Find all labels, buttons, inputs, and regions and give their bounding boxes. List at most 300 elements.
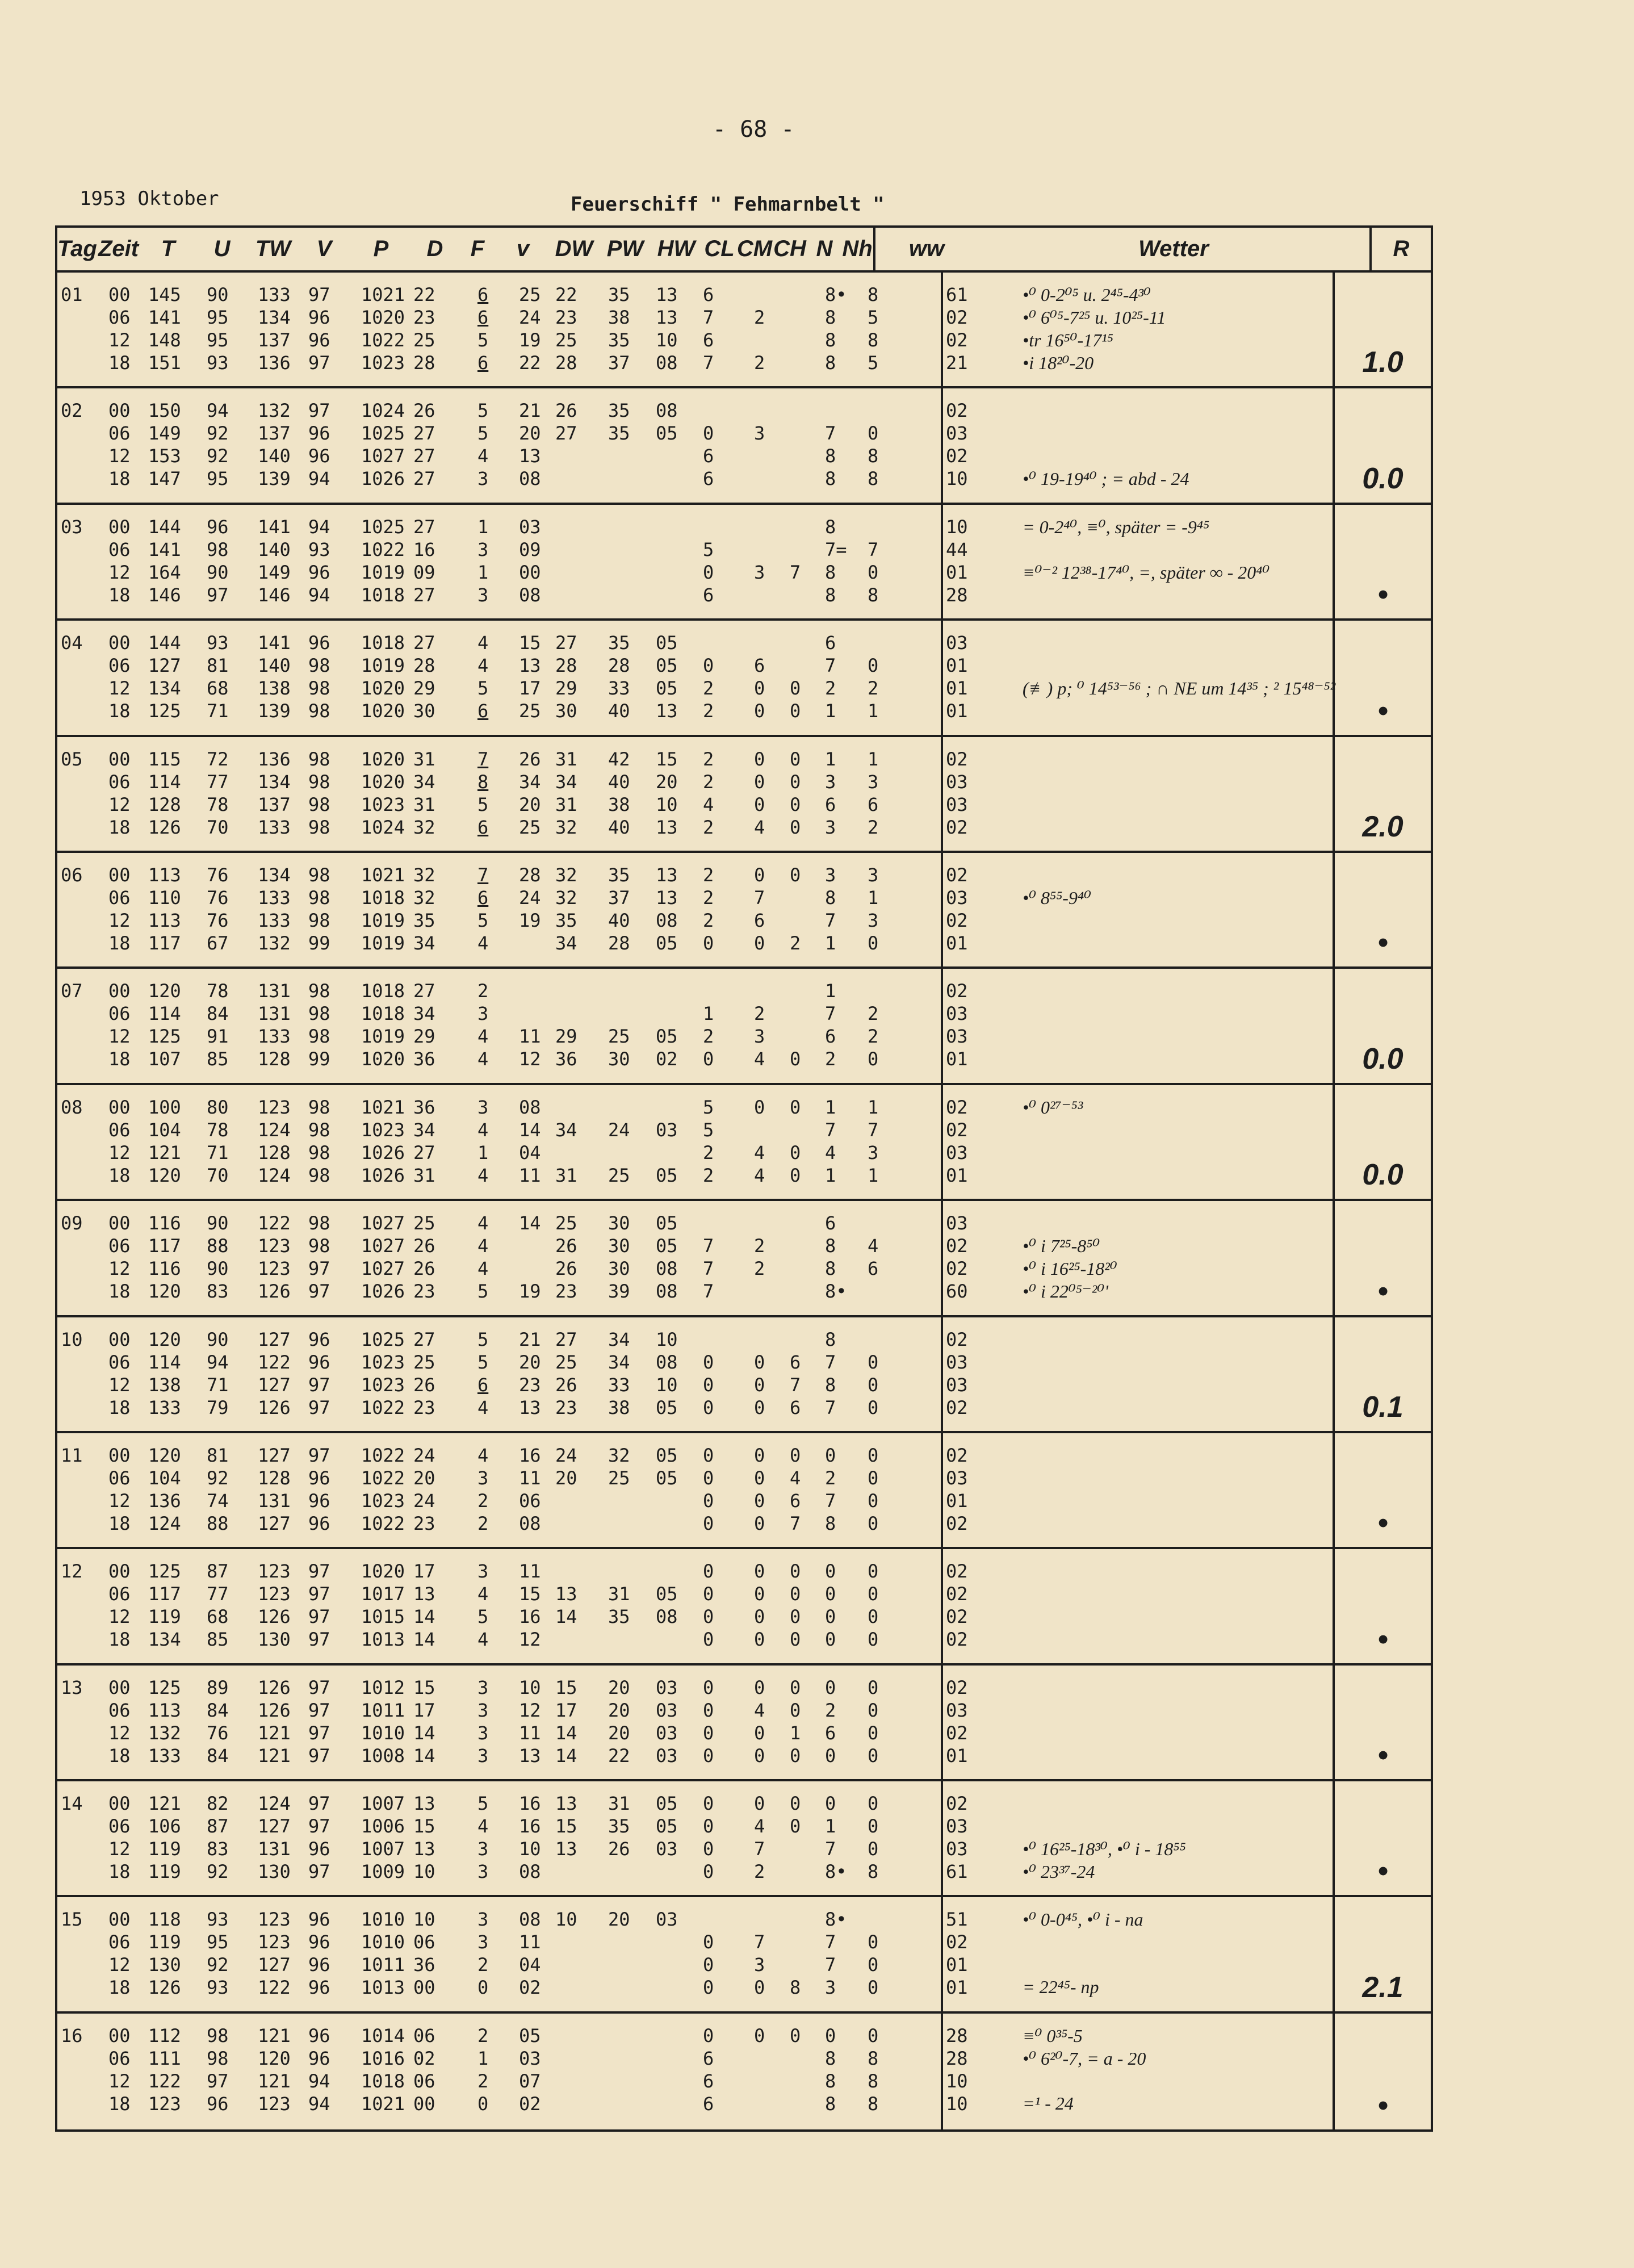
cell-p: 1017: [361, 1583, 405, 1605]
cell-v: 96: [308, 1909, 330, 1931]
cell-f: 8: [477, 771, 489, 793]
cell-f: 3: [477, 1722, 489, 1744]
day-block: [57, 505, 1431, 621]
cell-nh: 0: [868, 1583, 879, 1605]
cell-dw: 28: [555, 655, 577, 677]
cell-hw: 05: [656, 1815, 678, 1838]
day-block: [57, 1666, 1431, 1781]
cell-d: 27: [413, 980, 435, 1002]
cell-tw: 131: [258, 1489, 291, 1512]
cell-v: 98: [308, 864, 330, 886]
day-number: 01: [61, 284, 83, 306]
cell-t: 111: [148, 2047, 181, 2069]
observation-row: [57, 748, 941, 771]
ww-code: 02: [946, 1096, 968, 1118]
day-block: [57, 1433, 1431, 1549]
cell-f: 4: [477, 445, 489, 467]
cell-hw: 08: [656, 1606, 678, 1628]
cell-cl: 0: [703, 1815, 714, 1838]
cell-zeit: 00: [108, 400, 131, 422]
cell-d: 26: [413, 1374, 435, 1396]
cell-n: 8: [825, 1258, 836, 1280]
cell-ch: 0: [790, 1141, 801, 1164]
cell-tw: 136: [258, 352, 291, 374]
cell-p: 1022: [361, 1467, 405, 1489]
cell-u: 79: [207, 1396, 229, 1418]
cell-n: 7: [825, 655, 836, 677]
day-number: 10: [61, 1328, 83, 1350]
cell-cl: 5: [703, 1119, 714, 1141]
cell-n: 8: [825, 1512, 836, 1534]
cell-d: 35: [413, 909, 435, 931]
cell-cm: 4: [754, 1048, 765, 1070]
cell-t: 120: [148, 1328, 181, 1350]
cell-nh: 0: [868, 1815, 879, 1838]
observation-row: [57, 1374, 941, 1397]
cell-nh: 0: [868, 1838, 879, 1860]
cell-tw: 131: [258, 980, 291, 1002]
cell-p: 1025: [361, 1328, 405, 1350]
cell-u: 71: [207, 1141, 229, 1164]
cell-v: 14: [519, 1212, 541, 1235]
wetter-text: •⁰ 8⁵⁵-9⁴⁰: [1023, 887, 1091, 908]
cell-f: 2: [477, 2070, 489, 2092]
observation-row: [57, 1397, 941, 1420]
cell-cm: 0: [754, 1977, 765, 1999]
observation-row: [57, 584, 941, 607]
cell-tw: 124: [258, 1119, 291, 1141]
cell-cl: 0: [703, 932, 714, 954]
cell-pw: 38: [608, 793, 630, 815]
observation-row: [57, 1700, 941, 1722]
wetter-line: [943, 1119, 1333, 1142]
cell-v: 96: [308, 422, 330, 445]
cell-nh: 8: [868, 329, 879, 351]
cell-tw: 126: [258, 1396, 291, 1418]
cell-d: 25: [413, 1212, 435, 1235]
wetter-line: [943, 1861, 1333, 1884]
cell-f: 3: [477, 1003, 489, 1025]
day-observations: [57, 1666, 943, 1779]
cell-zeit: 06: [108, 422, 131, 445]
wetter-line: [943, 1606, 1333, 1629]
day-number: 09: [61, 1212, 83, 1235]
cell-cm: 4: [754, 1699, 765, 1721]
cell-v: 97: [308, 1444, 330, 1466]
page-number: - 68 -: [713, 116, 795, 143]
cell-p: 1007: [361, 1793, 405, 1815]
header-t: T: [161, 236, 175, 261]
cell-f: 3: [477, 468, 489, 490]
wetter-line: [943, 1258, 1333, 1281]
cell-v: 99: [308, 932, 330, 954]
precipitation-cell: [1335, 1549, 1431, 1663]
cell-pw: 35: [608, 864, 630, 886]
cell-hw: 03: [656, 1838, 678, 1860]
cell-tw: 133: [258, 886, 291, 909]
cell-d: 14: [413, 1629, 435, 1651]
observation-row: [57, 1490, 941, 1513]
cell-n: 3: [825, 1977, 836, 1999]
ww-code: 10: [946, 468, 968, 490]
cell-v: 97: [308, 1281, 330, 1303]
cell-pw: 35: [608, 632, 630, 654]
cell-t: 134: [148, 1629, 181, 1651]
cell-p: 1022: [361, 329, 405, 351]
cell-zeit: 12: [108, 1722, 131, 1744]
cell-d: 10: [413, 1909, 435, 1931]
cell-v: 94: [308, 468, 330, 490]
cell-pw: 25: [608, 1467, 630, 1489]
day-observations: [57, 505, 943, 618]
cell-n: 0: [825, 1583, 836, 1605]
wetter-text: •⁰ 6⁰⁵-7²⁵ u. 10²⁵-11: [1023, 307, 1166, 328]
cell-ch: 0: [790, 1815, 801, 1838]
wetter-line: [943, 1235, 1333, 1258]
cell-v: 96: [308, 329, 330, 351]
cell-v: 97: [308, 1699, 330, 1721]
cell-pw: 38: [608, 1396, 630, 1418]
cell-pw: 37: [608, 352, 630, 374]
cell-tw: 128: [258, 1141, 291, 1164]
cell-t: 125: [148, 1676, 181, 1698]
cell-v: 97: [308, 1815, 330, 1838]
precipitation-cell: [1335, 1085, 1431, 1199]
cell-p: 1027: [361, 1212, 405, 1235]
cell-dw: 32: [555, 864, 577, 886]
cell-zeit: 00: [108, 632, 131, 654]
cell-pw: 20: [608, 1676, 630, 1698]
cell-f: 2: [477, 1954, 489, 1976]
cell-u: 76: [207, 864, 229, 886]
cell-cm: 3: [754, 1954, 765, 1976]
cell-dw: 34: [555, 932, 577, 954]
cell-hw: 10: [656, 793, 678, 815]
cell-cl: 0: [703, 1489, 714, 1512]
cell-tw: 149: [258, 561, 291, 583]
cell-n: 8: [825, 468, 836, 490]
wetter-line: [943, 632, 1333, 655]
cell-d: 16: [413, 538, 435, 560]
cell-zeit: 18: [108, 1281, 131, 1303]
cell-p: 1023: [361, 352, 405, 374]
cell-ch: 0: [790, 700, 801, 722]
cell-v: 11: [519, 1931, 541, 1953]
cell-t: 146: [148, 584, 181, 606]
cell-tw: 123: [258, 1096, 291, 1118]
observation-row: [57, 1793, 941, 1815]
cell-v: 02: [519, 2093, 541, 2115]
cell-cl: 2: [703, 909, 714, 931]
cell-n: 8: [825, 1235, 836, 1257]
wetter-line: [943, 1329, 1333, 1351]
cell-cm: 4: [754, 1815, 765, 1838]
cell-dw: 26: [555, 1258, 577, 1280]
observation-row: [57, 1235, 941, 1258]
cell-n: 8: [825, 2070, 836, 2092]
cell-p: 1019: [361, 932, 405, 954]
cell-dw: 15: [555, 1815, 577, 1838]
cell-ch: 0: [790, 1676, 801, 1698]
cell-pw: 24: [608, 1119, 630, 1141]
cell-n: 8: [825, 584, 836, 606]
header-ww: ww: [908, 236, 945, 261]
cell-nh: 2: [868, 677, 879, 700]
cell-u: 84: [207, 1699, 229, 1721]
cell-p: 1021: [361, 2093, 405, 2115]
wetter-line: [943, 1026, 1333, 1048]
ww-code: 10: [946, 516, 968, 538]
cell-pw: 40: [608, 771, 630, 793]
cell-t: 115: [148, 748, 181, 770]
cell-zeit: 18: [108, 1048, 131, 1070]
header-hw: HW: [657, 236, 696, 261]
cell-v: 98: [308, 1141, 330, 1164]
cell-hw: 08: [656, 1281, 678, 1303]
cell-p: 1022: [361, 1444, 405, 1466]
cell-zeit: 06: [108, 655, 131, 677]
cell-tw: 139: [258, 700, 291, 722]
cell-tw: 132: [258, 932, 291, 954]
wetter-text: •⁰ 0²⁷⁻⁵³: [1023, 1097, 1083, 1118]
observation-row: [57, 1560, 941, 1583]
day-observations: [57, 2014, 943, 2129]
wetter-line: [943, 700, 1333, 723]
cell-cl: 0: [703, 1351, 714, 1373]
cell-tw: 140: [258, 538, 291, 560]
cell-cl: 0: [703, 1560, 714, 1583]
cell-d: 32: [413, 816, 435, 838]
observation-row: [57, 1722, 941, 1745]
wetter-line: [943, 1977, 1333, 1999]
cell-nh: 0: [868, 1629, 879, 1651]
precipitation-cell: [1335, 737, 1431, 851]
cell-u: 97: [207, 2070, 229, 2092]
cell-n: 8: [825, 516, 836, 538]
cell-d: 29: [413, 677, 435, 700]
cell-cl: 0: [703, 1722, 714, 1744]
cell-u: 92: [207, 1861, 229, 1883]
cell-ch: 0: [790, 1048, 801, 1070]
cell-cm: 0: [754, 1722, 765, 1744]
cell-n: 2: [825, 677, 836, 700]
cell-p: 1013: [361, 1977, 405, 1999]
cell-cm: 2: [754, 307, 765, 328]
cell-tw: 134: [258, 307, 291, 328]
cell-tw: 123: [258, 1258, 291, 1280]
cell-v: 97: [308, 1861, 330, 1883]
observation-row: [57, 1119, 941, 1142]
cell-f: 4: [477, 655, 489, 677]
cell-n: 7: [825, 1954, 836, 1976]
ww-code: 21: [946, 352, 968, 374]
cell-v: 97: [308, 1629, 330, 1651]
cell-pw: 39: [608, 1281, 630, 1303]
cell-u: 96: [207, 2093, 229, 2115]
cell-v: 08: [519, 1512, 541, 1534]
cell-pw: 40: [608, 700, 630, 722]
cell-f: 3: [477, 1560, 489, 1583]
cell-cm: 4: [754, 1141, 765, 1164]
cell-u: 80: [207, 1096, 229, 1118]
cell-nh: 0: [868, 1793, 879, 1815]
cell-t: 120: [148, 980, 181, 1002]
cell-cl: 6: [703, 584, 714, 606]
precipitation-value: •: [1377, 926, 1388, 960]
cell-dw: 32: [555, 816, 577, 838]
cell-v: 00: [519, 561, 541, 583]
day-number: 07: [61, 980, 83, 1002]
cell-tw: 126: [258, 1606, 291, 1628]
cell-u: 90: [207, 1328, 229, 1350]
cell-f: 3: [477, 1744, 489, 1767]
cell-tw: 122: [258, 1212, 291, 1235]
cell-zeit: 18: [108, 1164, 131, 1186]
ww-code: 03: [946, 1212, 968, 1235]
cell-cm: 0: [754, 864, 765, 886]
cell-n: 8•: [825, 1861, 847, 1883]
cell-zeit: 06: [108, 771, 131, 793]
cell-f: 3: [477, 1096, 489, 1118]
wetter-line: [943, 771, 1333, 794]
wetter-notes: [943, 1549, 1335, 1663]
cell-cl: 0: [703, 1629, 714, 1651]
cell-cl: 7: [703, 1258, 714, 1280]
precipitation-cell: [1335, 1317, 1431, 1431]
cell-p: 1025: [361, 516, 405, 538]
observation-row: [57, 677, 941, 700]
ww-code: 03: [946, 1003, 968, 1025]
cell-t: 125: [148, 1560, 181, 1583]
cell-d: 24: [413, 1489, 435, 1512]
cell-hw: 03: [656, 1699, 678, 1721]
cell-nh: 2: [868, 816, 879, 838]
cell-p: 1024: [361, 816, 405, 838]
cell-d: 32: [413, 864, 435, 886]
precipitation-value: 1.0: [1362, 346, 1403, 379]
header-zeit: Zeit: [98, 236, 139, 261]
cell-cm: 0: [754, 1629, 765, 1651]
cell-p: 1007: [361, 1838, 405, 1860]
cell-zeit: 00: [108, 1560, 131, 1583]
cell-p: 1022: [361, 1512, 405, 1534]
cell-p: 1027: [361, 1235, 405, 1257]
cell-hw: 05: [656, 677, 678, 700]
observation-row: [57, 1026, 941, 1048]
cell-pw: 25: [608, 1026, 630, 1048]
cell-n: 1: [825, 1096, 836, 1118]
ww-code: 02: [946, 980, 968, 1002]
cell-v: 96: [308, 561, 330, 583]
cell-d: 34: [413, 1003, 435, 1025]
cell-cl: 2: [703, 700, 714, 722]
observation-row: [57, 1629, 941, 1651]
cell-u: 68: [207, 1606, 229, 1628]
header-cl: CL: [704, 236, 735, 261]
wetter-notes: [943, 505, 1335, 618]
cell-zeit: 18: [108, 2093, 131, 2115]
cell-f: 7: [477, 864, 489, 886]
cell-v: 05: [519, 2024, 541, 2047]
header-f: F: [470, 236, 485, 261]
cell-tw: 137: [258, 793, 291, 815]
cell-v: 19: [519, 909, 541, 931]
cell-cl: 6: [703, 468, 714, 490]
wetter-line: [943, 2025, 1333, 2048]
cell-n: 1: [825, 980, 836, 1002]
cell-d: 13: [413, 1583, 435, 1605]
cell-nh: 1: [868, 1096, 879, 1118]
cell-hw: 02: [656, 1048, 678, 1070]
cell-p: 1015: [361, 1606, 405, 1628]
cell-tw: 131: [258, 1003, 291, 1025]
wetter-line: [943, 584, 1333, 607]
cell-pw: 42: [608, 748, 630, 770]
cell-t: 149: [148, 422, 181, 445]
cell-tw: 124: [258, 1793, 291, 1815]
ww-code: 60: [946, 1281, 968, 1303]
cell-u: 93: [207, 1909, 229, 1931]
cell-hw: 13: [656, 284, 678, 306]
cell-d: 09: [413, 561, 435, 583]
cell-p: 1010: [361, 1909, 405, 1931]
cell-tw: 123: [258, 1235, 291, 1257]
cell-t: 107: [148, 1048, 181, 1070]
cell-v: 28: [519, 864, 541, 886]
cell-dw: 14: [555, 1744, 577, 1767]
cell-n: 7: [825, 1489, 836, 1512]
cell-v: 97: [308, 1722, 330, 1744]
cell-zeit: 18: [108, 1744, 131, 1767]
cell-cl: 0: [703, 1977, 714, 1999]
cell-n: 0: [825, 1744, 836, 1767]
cell-t: 116: [148, 1212, 181, 1235]
cell-pw: 30: [608, 1048, 630, 1070]
cell-pw: 35: [608, 284, 630, 306]
header-v: V: [316, 236, 332, 261]
observation-row: [57, 1513, 941, 1535]
cell-cl: 0: [703, 1444, 714, 1466]
cell-nh: 0: [868, 1489, 879, 1512]
cell-v: 09: [519, 538, 541, 560]
cell-hw: 08: [656, 352, 678, 374]
cell-t: 119: [148, 1931, 181, 1953]
observation-row: [57, 771, 941, 794]
wetter-line: [943, 516, 1333, 539]
cell-cm: 0: [754, 1793, 765, 1815]
cell-cl: 7: [703, 1281, 714, 1303]
cell-v: 98: [308, 700, 330, 722]
cell-v: 96: [308, 1931, 330, 1953]
cell-tw: 134: [258, 771, 291, 793]
cell-v: 08: [519, 1096, 541, 1118]
cell-hw: 08: [656, 909, 678, 931]
cell-v: 21: [519, 400, 541, 422]
cell-pw: 35: [608, 422, 630, 445]
wetter-line: [943, 932, 1333, 955]
cell-u: 70: [207, 1164, 229, 1186]
cell-v: 96: [308, 1977, 330, 1999]
observation-row: [57, 1097, 941, 1119]
wetter-line: [943, 1281, 1333, 1303]
cell-cm: 7: [754, 886, 765, 909]
wetter-notes: [943, 1433, 1335, 1547]
cell-nh: 0: [868, 1954, 879, 1976]
wetter-text: •i 18²⁰-20: [1023, 353, 1094, 373]
wetter-line: [943, 677, 1336, 700]
day-block: [57, 737, 1431, 853]
cell-u: 91: [207, 1026, 229, 1048]
